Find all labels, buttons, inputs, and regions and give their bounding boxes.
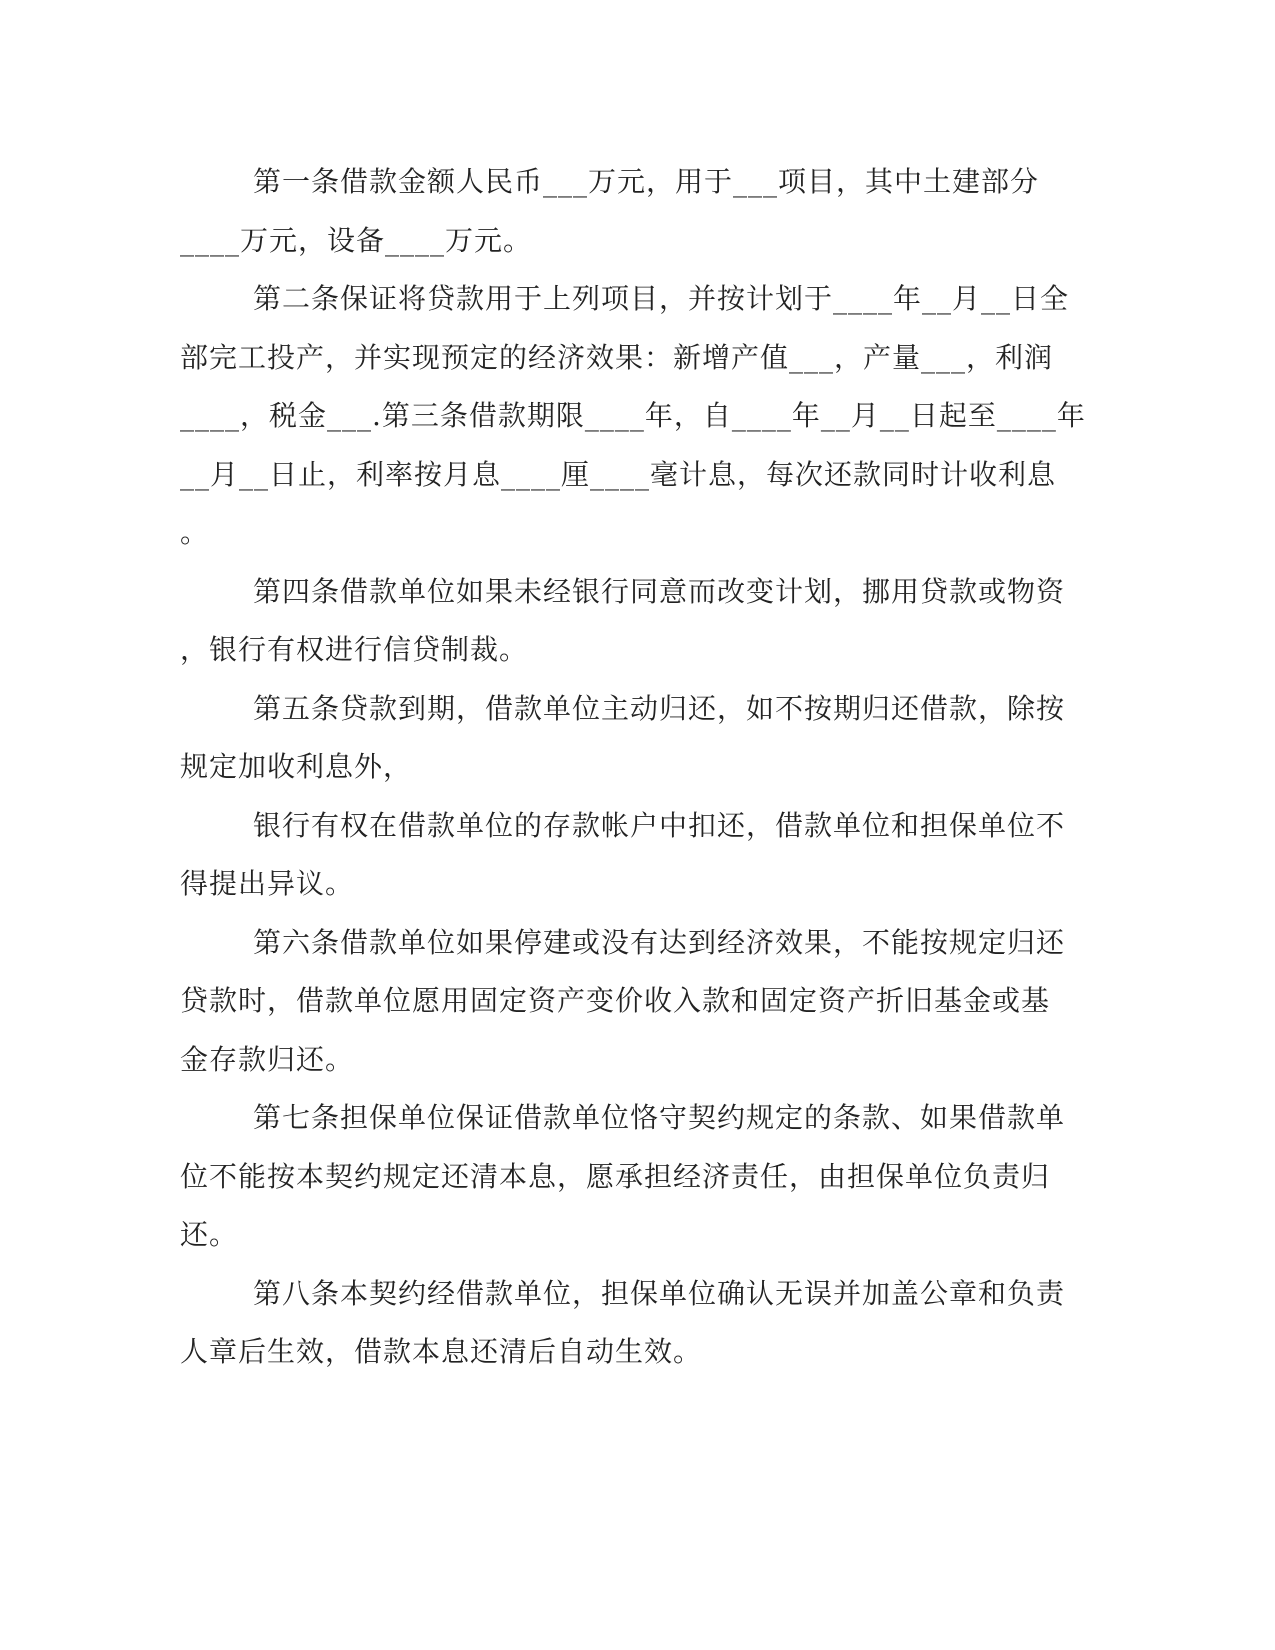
text-line: 银行有权在借款单位的存款帐户中扣还，借款单位和担保单位不 <box>253 808 1066 842</box>
text-line: 第四条借款单位如果未经银行同意而改变计划，挪用贷款或物资 <box>253 574 1066 608</box>
text-line: 部完工投产，并实现预定的经济效果：新增产值___，产量___，利润 <box>180 340 1054 374</box>
text-line: 贷款时，借款单位愿用固定资产变价收入款和固定资产折旧基金或基 <box>180 984 1051 1017</box>
text-line: 还。 <box>180 1218 239 1251</box>
text-line: 。 <box>180 516 210 549</box>
text-line: 第七条担保单位保证借款单位恪守契约规定的条款、如果借款单 <box>253 1101 1066 1134</box>
text-line: 第六条借款单位如果停建或没有达到经济效果，不能按规定归还 <box>253 925 1066 959</box>
text-line: ，银行有权进行信贷制裁。 <box>180 633 529 666</box>
contract-body <box>180 153 1086 1382</box>
text-line: 金存款归还。 <box>180 1042 355 1076</box>
text-line: 第一条借款金额人民币___万元，用于___项目，其中土建部分 <box>253 165 1040 198</box>
text-line: 第八条本契约经借款单位，担保单位确认无误并加盖公章和负责 <box>253 1276 1066 1310</box>
text-line: ____，税金___.第三条借款期限____年，自____年__月__日起至____年 <box>180 399 1086 432</box>
text-line: 人章后生效，借款本息还清后自动生效。 <box>180 1335 703 1368</box>
text-line: 第二条保证将贷款用于上列项目，并按计划于____年__月__日全 <box>253 282 1070 315</box>
text-line: __月__日止，利率按月息____厘____毫计息，每次还款同时计收利息 <box>180 457 1057 491</box>
text-line: 得提出异议。 <box>180 867 355 900</box>
text-line: ____万元，设备____万元。 <box>180 223 533 257</box>
text-line: 第五条贷款到期，借款单位主动归还，如不按期归还借款，除按 <box>253 691 1066 725</box>
text-line: 规定加收利息外， <box>180 750 413 783</box>
text-line: 位不能按本契约规定还清本息，愿承担经济责任，由担保单位负责归 <box>180 1159 1051 1193</box>
